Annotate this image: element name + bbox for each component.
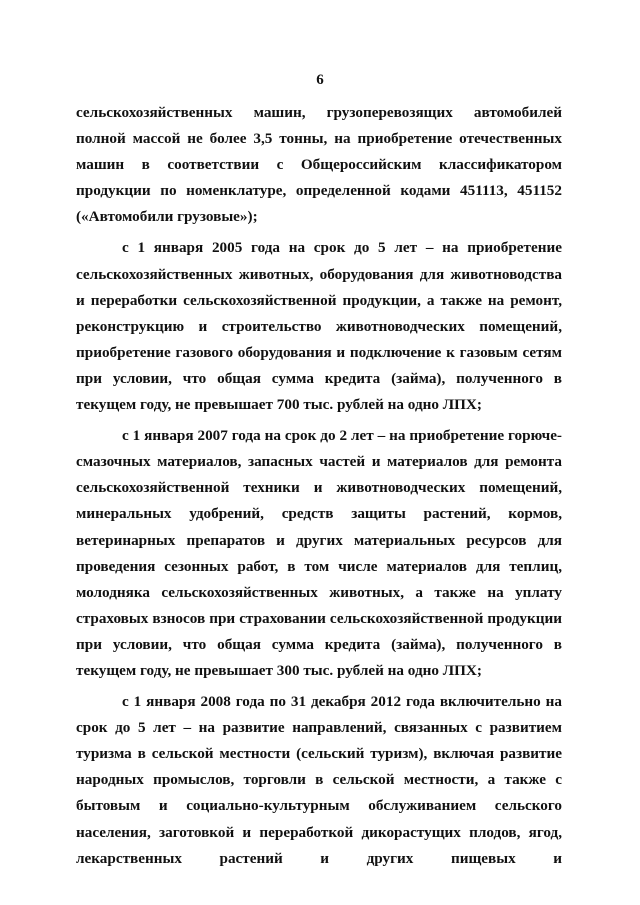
page-number: 6 [316, 72, 324, 88]
paragraph-2007: с 1 января 2007 года на срок до 2 лет – на приобретение горюче-смазочных материалов, запасных частей и материалов для ремонта сельскохозяйственной техники и животноводческих помещений, минеральных удобрений, средств защиты растений, кормов, ветеринарных препаратов и других материальных ресурсов для проведения сезонных работ, в том числе материалов для теплиц, молодняка сельскохозяйственных животных, а также на уплату страховых взносов при страховании сельскохозяйственной продукции при условии, что общая сумма кредита (займа), полученного в текущем году, не превышает 300 тыс. рублей на одно ЛПХ; [76, 427, 562, 679]
paragraph-continuation: сельскохозяйственных машин, грузоперевозящих автомобилей полной массой не более 3,5 тонны, на приобретение отечественных машин в соответствии с Общероссийским классификатором продукции по номенклатуре, определенной кодами 451113, 451152 («Автомобили грузовые»); [76, 104, 562, 226]
paragraph-2008: с 1 января 2008 года по 31 декабря 2012 года включительно на срок до 5 лет – на развитие направлений, связанных с развитием туризма в сельской местности (сельский туризм), включая развитие народных промыслов, торговли в сельской местности, а также с бытовым и социально-культурным обслуживанием сельского населения, заготовкой и переработкой дикорастущих плодов, ягод, лекарственных растений и других пищевых и [76, 693, 562, 867]
paragraph-2005: с 1 января 2005 года на срок до 5 лет – на приобретение сельскохозяйственных животных, оборудования для животноводства и переработки сельскохозяйственной продукции, а также на ремонт, реконструкцию и строительство животноводческих помещений, приобретение газового оборудования и подключение к газовым сетям при условии, что общая сумма кредита (займа), полученного в текущем году, не превышает 700 тыс. рублей на одно ЛПХ; [76, 239, 562, 414]
document-body [76, 100, 562, 877]
